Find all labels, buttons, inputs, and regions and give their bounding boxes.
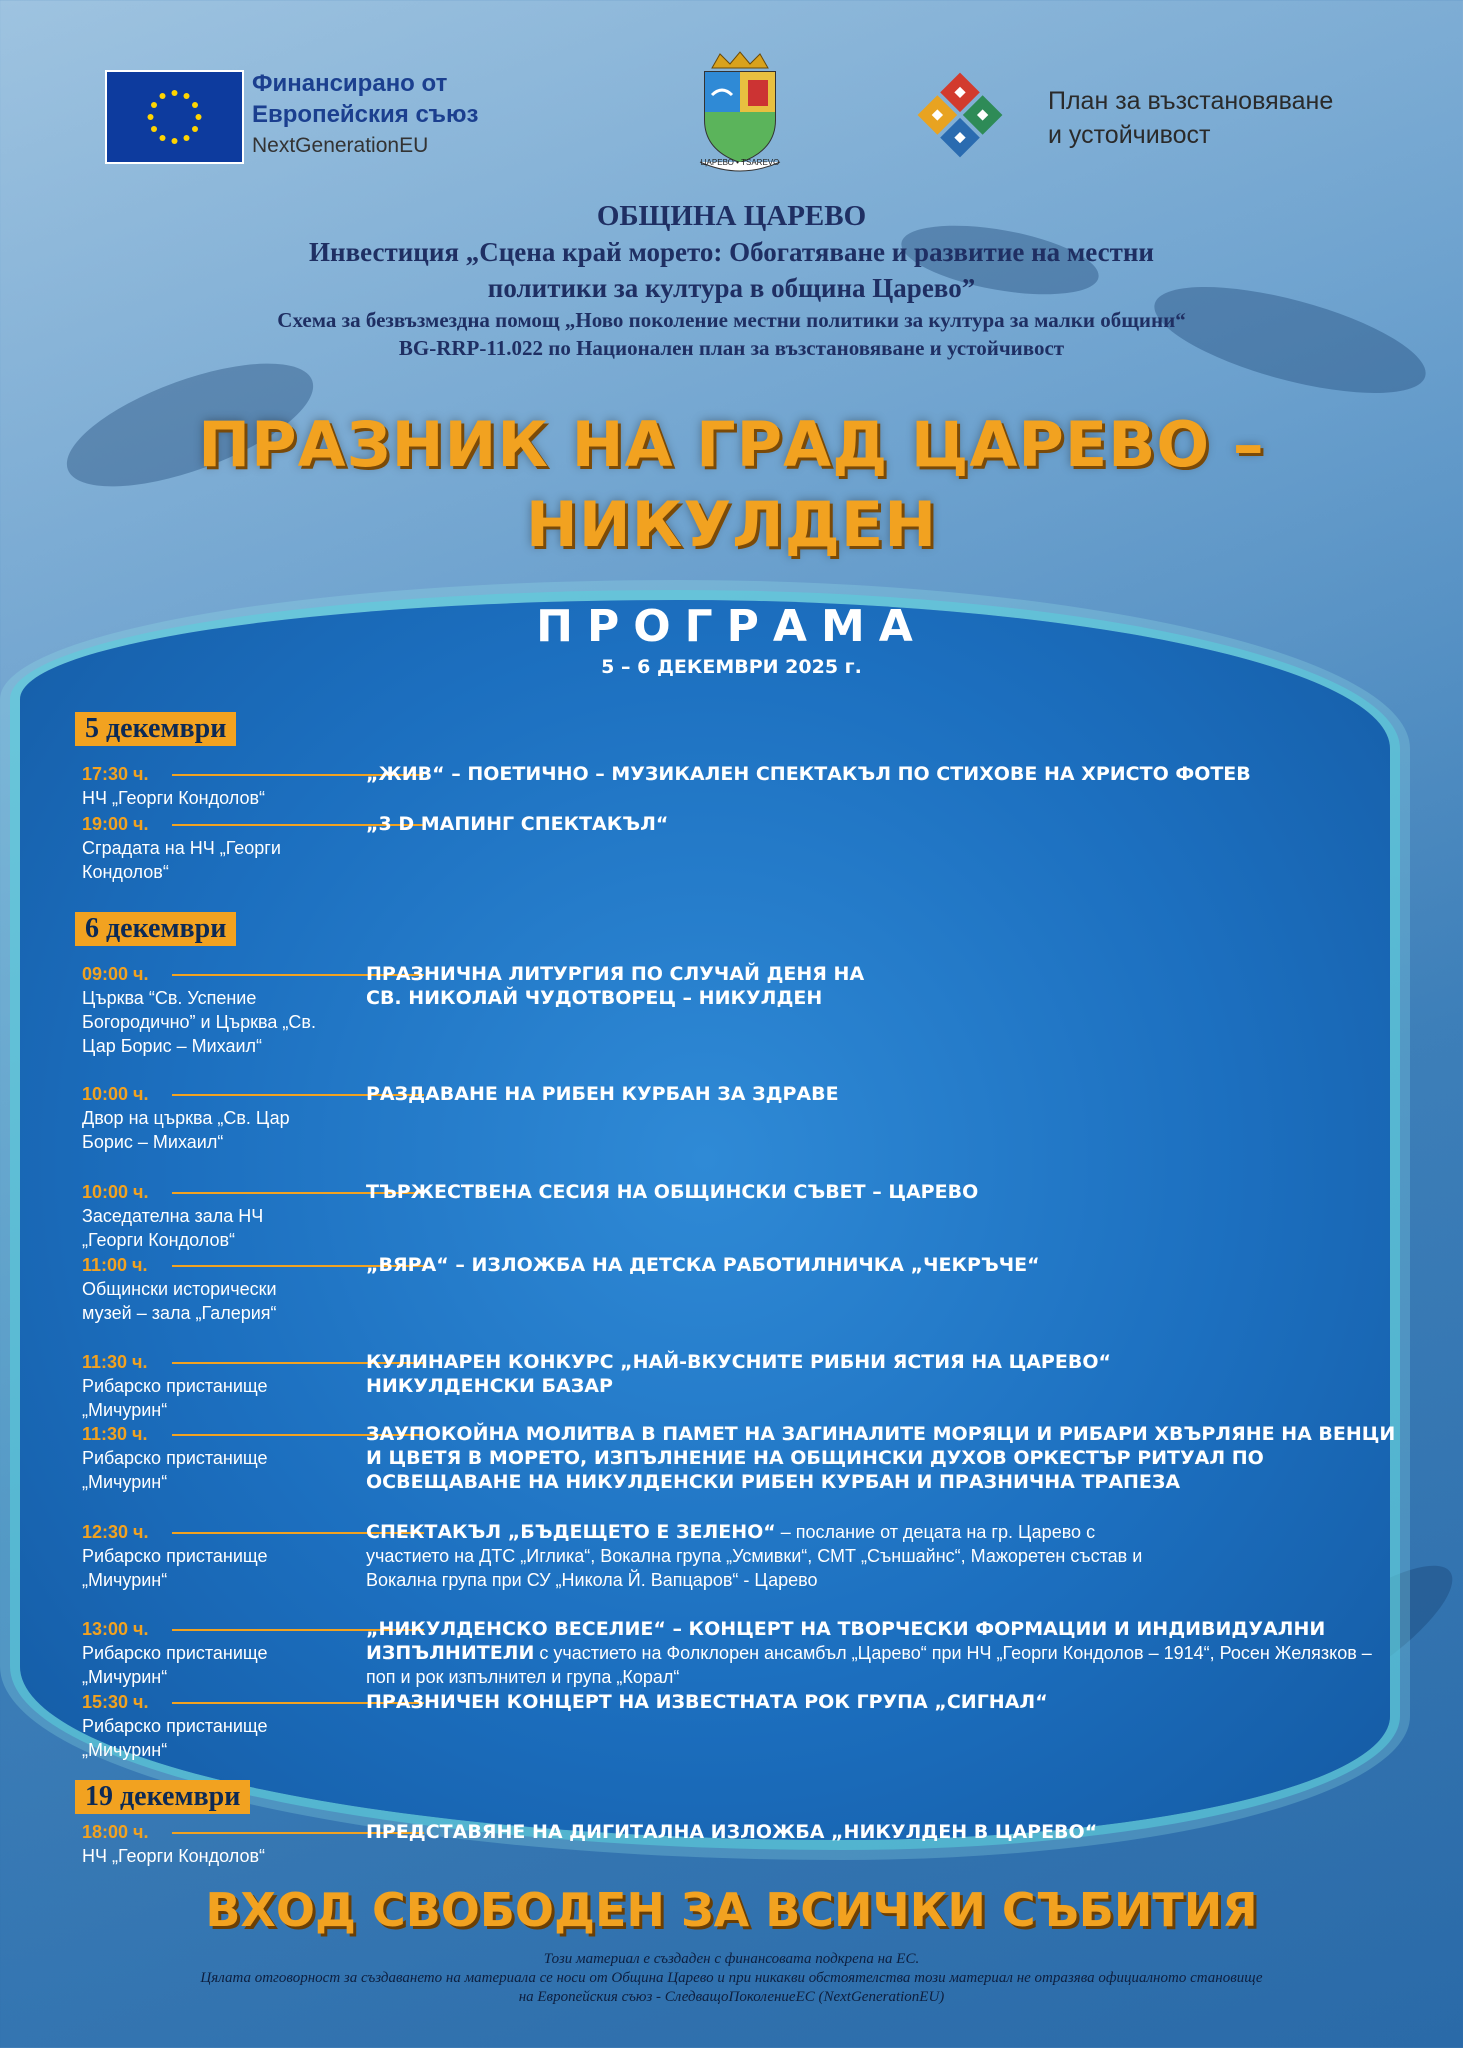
- event-location: Заседателна зала НЧ „Георги Кондолов“: [82, 1206, 264, 1250]
- event-time: 15:30 ч.: [82, 1692, 149, 1712]
- event-description: [366, 762, 1463, 786]
- event-title: ПРЕДСТАВЯНЕ НА ДИГИТАЛНА ИЗЛОЖБА „НИКУЛДЕН В ЦАРЕВО“: [366, 1821, 1098, 1843]
- event-title: РАЗДАВАНЕ НА РИБЕН КУРБАН ЗА ЗДРАВЕ: [366, 1083, 839, 1105]
- event-title: СПЕКТАКЪЛ „БЪДЕЩЕТО Е ЗЕЛЕНО“: [366, 1521, 776, 1543]
- event-details: с участието на Фолклорен ансамбъл „Царево“ при НЧ „Георги Кондолов – 1914“, Росен Желязков – поп и рок изпълнител и група „Корал“: [366, 1643, 1372, 1687]
- event-title: „НИКУЛДЕНСКО ВЕСЕЛИЕ“ – КОНЦЕРТ НА ТВОРЧЕСКИ ФОРМАЦИИ И ИНДИВИДУАЛНИ ИЗПЪЛНИТЕЛИ: [366, 1618, 1326, 1664]
- event-time: 18:00 ч.: [82, 1822, 149, 1842]
- event-time: 17:30 ч.: [82, 764, 149, 784]
- footer-line3: на Европейския съюз - СледващоПоколениеЕС (NextGenerationEU): [518, 1989, 945, 2005]
- event-title: „3 D МАПИНГ СПЕКТАКЪЛ“: [366, 813, 669, 835]
- event-title: ПРАЗНИЧЕН КОНЦЕРТ НА ИЗВЕСТНАТА РОК ГРУПА „СИГНАЛ“: [366, 1691, 1048, 1713]
- eu-flag-icon: [105, 70, 244, 164]
- event-time: 11:30 ч.: [82, 1352, 148, 1372]
- day-label: 5 декември: [75, 712, 236, 746]
- recovery-plan-logo-icon: [900, 55, 1020, 175]
- event-description: [366, 812, 1463, 836]
- plan-line2: и устойчивост: [1048, 121, 1211, 149]
- eu-funding-text: [252, 68, 478, 161]
- event-description: [366, 1520, 1156, 1592]
- crest-caption: ЦАРЕВО • TSAREVO: [700, 158, 780, 167]
- program-heading: [0, 600, 1463, 680]
- event-location: Общински исторически музей – зала „Галерия“: [82, 1279, 277, 1323]
- event-time: 11:30 ч.: [82, 1424, 148, 1444]
- program-dates: 5 – 6 ДЕКЕМВРИ 2025 г.: [601, 656, 862, 678]
- event-time: 10:00 ч.: [82, 1084, 149, 1104]
- day-label: 6 декември: [75, 912, 236, 946]
- recovery-plan-text: [1048, 84, 1333, 152]
- investment-line2: политики за култура в община Царево”: [487, 273, 976, 303]
- event-location: Рибарско пристанище „Мичурин“: [82, 1376, 268, 1420]
- event-location: Църква “Св. Успение Богородично” и Църква „Св. Цар Борис – Михаил“: [82, 988, 316, 1056]
- festival-title-line1: ПРАЗНИК НА ГРАД ЦАРЕВО –: [198, 408, 1265, 481]
- event-location: Рибарско пристанище „Мичурин“: [82, 1448, 268, 1492]
- event-description: [366, 962, 886, 1010]
- event-description: [366, 1180, 1463, 1204]
- event-location: Сградата на НЧ „Георги Кондолов“: [82, 838, 281, 882]
- investment-line1: Инвестиция „Сцена край морето: Обогатяване и развитие на местни: [309, 237, 1154, 267]
- disclaimer-footer: [0, 1950, 1463, 2007]
- event-time: 09:00 ч.: [82, 964, 149, 984]
- footer-line1: Този материал е създаден с финансовата подкрепа на ЕС.: [543, 1951, 920, 1967]
- eu-line2: Европейския съюз: [252, 101, 479, 128]
- event-time: 12:30 ч.: [82, 1522, 149, 1542]
- event-description: [366, 1082, 1463, 1106]
- event-location: Рибарско пристанище „Мичурин“: [82, 1546, 268, 1590]
- eu-line3: NextGenerationEU: [252, 134, 429, 157]
- free-entry-banner: ВХОД СВОБОДЕН ЗА ВСИЧКИ СЪБИТИЯ: [205, 1883, 1258, 1937]
- event-location: Двор на църква „Св. Цар Борис – Михаил“: [82, 1108, 290, 1152]
- event-time: 13:00 ч.: [82, 1619, 149, 1639]
- event-title: „ЖИВ“ – ПОЕТИЧНО – МУЗИКАЛЕН СПЕКТАКЪЛ ПО СТИХОВЕ НА ХРИСТО ФОТЕВ: [366, 763, 1251, 785]
- event-description: [366, 1422, 1416, 1494]
- footer-line2: Цялата отговорност за създаването на материала се носи от Община Царево и при никакви обстоятелства този материал не отразява официалното становище: [200, 1970, 1263, 1986]
- scheme-line: Схема за безвъзмездна помощ „Ново поколение местни политики за култура за малки общини“: [277, 308, 1186, 332]
- event-title: ТЪРЖЕСТВЕНА СЕСИЯ НА ОБЩИНСКИ СЪВЕТ – ЦАРЕВО: [366, 1181, 979, 1203]
- event-location: Рибарско пристанище „Мичурин“: [82, 1716, 268, 1760]
- program-title: ПРОГРАМА: [536, 601, 927, 652]
- event-title: ЗАУПОКОЙНА МОЛИТВА В ПАМЕТ НА ЗАГИНАЛИТЕ МОРЯЦИ И РИБАРИ ХВЪРЛЯНЕ НА ВЕНЦИ И ЦВЕТЯ В МОРЕТО, ИЗПЪЛНЕНИЕ НА ОБЩИНСКИ ДУХОВ ОРКЕСТЪР РИТУАЛ ПО ОСВЕЩАВАНЕ НА НИКУЛДЕНСКИ РИБЕН КУРБАН И ПРАЗНИЧНА ТРАПЕЗА: [366, 1423, 1396, 1493]
- event-location: НЧ „Георги Кондолов“: [82, 788, 266, 808]
- municipality-name: ОБЩИНА ЦАРЕВО: [596, 200, 867, 232]
- event-title: КУЛИНАРЕН КОНКУРС „НАЙ-ВКУСНИТЕ РИБНИ ЯСТИЯ НА ЦАРЕВО“ НИКУЛДЕНСКИ БАЗАР: [366, 1351, 1111, 1397]
- event-description: [366, 1690, 1463, 1714]
- event-details: – послание от децата на гр. Царево с участието на ДТС „Иглика“, Вокална група „Усмивки“, СМТ „Съншайнс“, Мажоретен състав и Вокална група при СУ „Никола Й. Вапцаров“ - Царево: [366, 1522, 1143, 1590]
- event-time: 11:00 ч.: [82, 1255, 148, 1275]
- event-description: [366, 1253, 1463, 1277]
- plan-line1: План за възстановяване: [1048, 87, 1334, 115]
- project-title-block: [0, 198, 1463, 362]
- event-location: Рибарско пристанище „Мичурин“: [82, 1643, 268, 1687]
- event-title: „ВЯРА“ – ИЗЛОЖБА НА ДЕТСКА РАБОТИЛНИЧКА „ЧЕКРЪЧЕ“: [366, 1254, 1040, 1276]
- event-title: ПРАЗНИЧНА ЛИТУРГИЯ ПО СЛУЧАЙ ДЕНЯ НА СВ. НИКОЛАЙ ЧУДОТВОРЕЦ – НИКУЛДЕН: [366, 963, 865, 1009]
- festival-title: [0, 405, 1463, 565]
- event-description: [366, 1820, 1463, 1844]
- festival-title-line2: НИКУЛДЕН: [525, 488, 938, 561]
- municipality-crest-icon: [690, 50, 790, 175]
- event-location: НЧ „Георги Кондолов“: [82, 1846, 266, 1866]
- event-time: 19:00 ч.: [82, 814, 149, 834]
- eu-line1: Финансирано от: [252, 70, 448, 97]
- event-time: 10:00 ч.: [82, 1182, 149, 1202]
- event-description: [366, 1350, 1146, 1398]
- event-description: [366, 1617, 1386, 1689]
- code-line: BG-RRP-11.022 по Национален план за възстановяване и устойчивост: [398, 336, 1065, 360]
- day-label: 19 декември: [75, 1780, 250, 1814]
